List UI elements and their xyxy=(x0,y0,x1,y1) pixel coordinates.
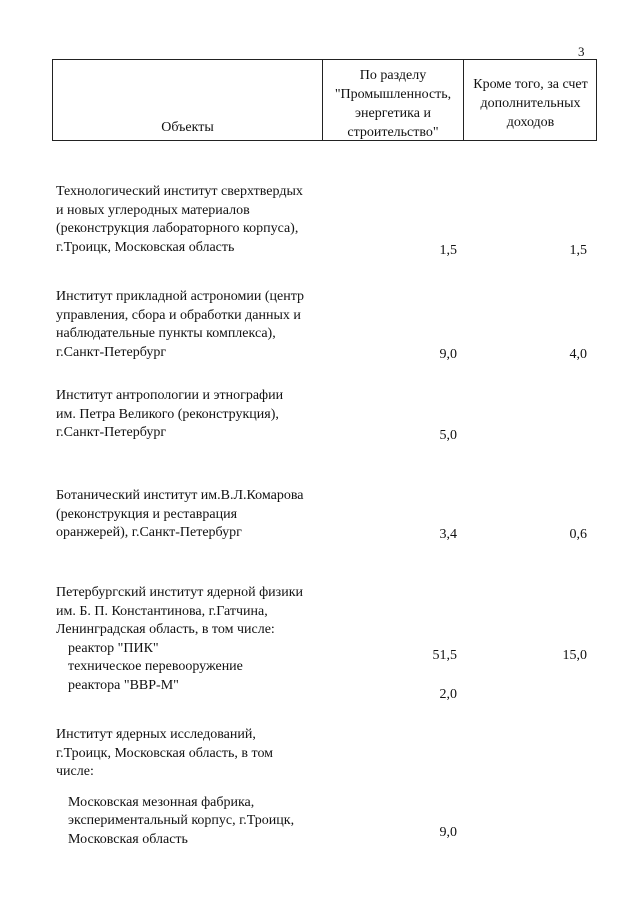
additional-value: 15,0 xyxy=(562,648,587,663)
table-row xyxy=(56,584,316,695)
header-section: По разделу "Промышленность, энергетика и строительство" xyxy=(334,68,452,140)
additional-value: 0,6 xyxy=(569,527,587,542)
object-name: Петербургский институт ядерной физики им. Б. П. Константинова, г.Гатчина, Ленинградская область, в том числе: реактор "ПИК" техническое перевооружение реактора "ВВР-М" xyxy=(56,584,316,695)
object-name: Институт ядерных исследований, г.Троицк, Московская область, в том числе: Московская мезонная фабрика, экспериментальный корпус, г.Троицк, Московская область xyxy=(56,726,316,849)
sub-item: Московская мезонная фабрика, экспериментальный корпус, г.Троицк, Московская область xyxy=(68,794,295,847)
section-value: 9,0 xyxy=(439,825,457,840)
object-name: Ботанический институт им.В.Л.Комарова (реконструкция и реставрация оранжерей), г.Санкт-Петербург xyxy=(56,488,304,540)
section-value: 9,0 xyxy=(439,347,457,362)
section-value: 2,0 xyxy=(439,687,457,702)
page-number: 3 xyxy=(578,44,585,59)
header-additional-income: Кроме того, за счет дополнительных доходов xyxy=(473,77,588,130)
section-value: 51,5 xyxy=(432,648,457,663)
section-value: 1,5 xyxy=(439,243,457,258)
section-value: 5,0 xyxy=(439,428,457,443)
object-name: Институт прикладной астрономии (центр управления, сбора и обработки данных и наблюдательные пункты комплекса), г.Санкт-Петербург xyxy=(56,289,305,360)
table-row xyxy=(56,487,316,543)
additional-value: 4,0 xyxy=(569,347,587,362)
sub-item: реактор "ПИК" техническое перевооружение реактора "ВВР-М" xyxy=(68,640,243,693)
section-value: 3,4 xyxy=(439,527,457,542)
table-row xyxy=(56,726,316,849)
object-name: Институт антропологии и этнографии им. Петра Великого (реконструкция), г.Санкт-Петербург xyxy=(56,388,284,440)
header-objects: Объекты xyxy=(161,120,214,135)
table-row xyxy=(56,288,316,362)
table-row xyxy=(56,387,316,443)
table-header xyxy=(52,59,597,141)
table-row xyxy=(56,183,316,257)
additional-value: 1,5 xyxy=(569,243,587,258)
object-name: Технологический институт сверхтвердых и новых углеродных материалов (реконструкция лабораторного корпуса), г.Троицк, Московская область xyxy=(56,184,303,255)
